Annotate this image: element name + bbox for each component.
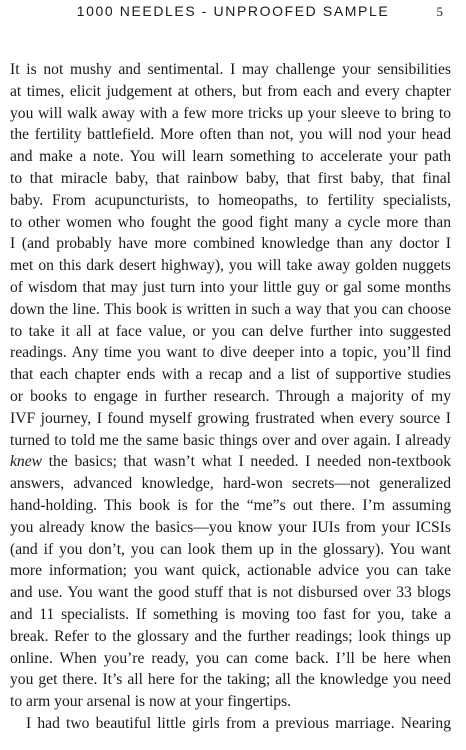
text-line: I had two beautiful little girls from a previous marriage. Nearing [26,714,451,732]
text-line: you will walk away with a few more tricks up your sleeve to bring to [10,104,451,122]
text-line: IVF journey, I found myself growing frustrated when every source I [10,409,451,427]
text-line: I (and probably have more combined knowledge than any doctor I [10,235,451,253]
text-line: to other women who fought the good fight many a cycle more than [10,213,451,231]
text-line: turned to told me the same basic things over and over again. I already [10,431,451,449]
text-line: you already know the basics—you know your IUIs from your ICSIs [10,518,451,536]
text-line: break. Refer to the glossary and the further readings; look things up [10,627,451,645]
running-header [0,3,466,21]
text-line: that each chapter ends with a recap and a list of supportive studies [10,366,451,384]
text-line: to that miracle baby, that rainbow baby, that first baby, that final [10,169,451,187]
text-line: more information; you want quick, actionable advice you can take [10,562,451,580]
text-line: met on this dark desert highway), you will take away golden nuggets [10,257,451,275]
text-line: baby. From acupuncturists, to homeopaths, to fertility specialists, [10,191,451,209]
text-line: and use. You want the good stuff that is not disbursed over 33 blogs [10,584,451,602]
emphasized-word: knew [10,453,43,471]
text-line: at times, elicit judgement at others, but from each and every chapter [10,82,451,100]
text-line-emphasis: knew the basics; that wasn’t what I needed. I needed non-textbook [10,453,451,471]
text-line: hand-holding. This book is for the “me”s out there. I’m assuming [10,496,451,514]
paragraph [10,59,451,713]
text-line: and 11 specialists. If something is moving too fast for you, take a [10,605,451,623]
text-line: down the line. This book is written in such a way that you can choose [10,300,451,318]
text-line: (and if you don’t, you can look them up in the glossary). You want [10,540,451,558]
text-line: answers, advanced knowledge, hard-won secrets—not generalized [10,475,451,493]
body-text [10,59,451,735]
text-line: readings. Any time you want to dive deeper into a topic, you’ll find [10,344,451,362]
text-line: online. When you’re ready, you can come back. I’ll be here when [10,649,451,667]
page-number: 5 [436,4,443,19]
text-line: and make a note. You will learn something to accelerate your path [10,148,451,166]
text-line: the fertility battlefield. More often than not, you will nod your head [10,126,451,144]
text-line: to take it all at face value, or you can delve further into suggested [10,322,451,340]
paragraph [10,713,451,735]
text-line: or books to engage in further research. Through a majority of my [10,387,451,405]
text-line: It is not mushy and sentimental. I may challenge your sensibilities [10,61,451,78]
text-line: to arm your arsenal is now at your fingertips. [10,693,292,711]
text-line: of wisdom that may just turn into your little guy or gal some months [10,278,451,296]
text-line: you get there. It’s all here for the taking; all the knowledge you need [10,671,451,689]
running-title: 1000 NEEDLES - UNPROOFED SAMPLE [76,3,390,19]
